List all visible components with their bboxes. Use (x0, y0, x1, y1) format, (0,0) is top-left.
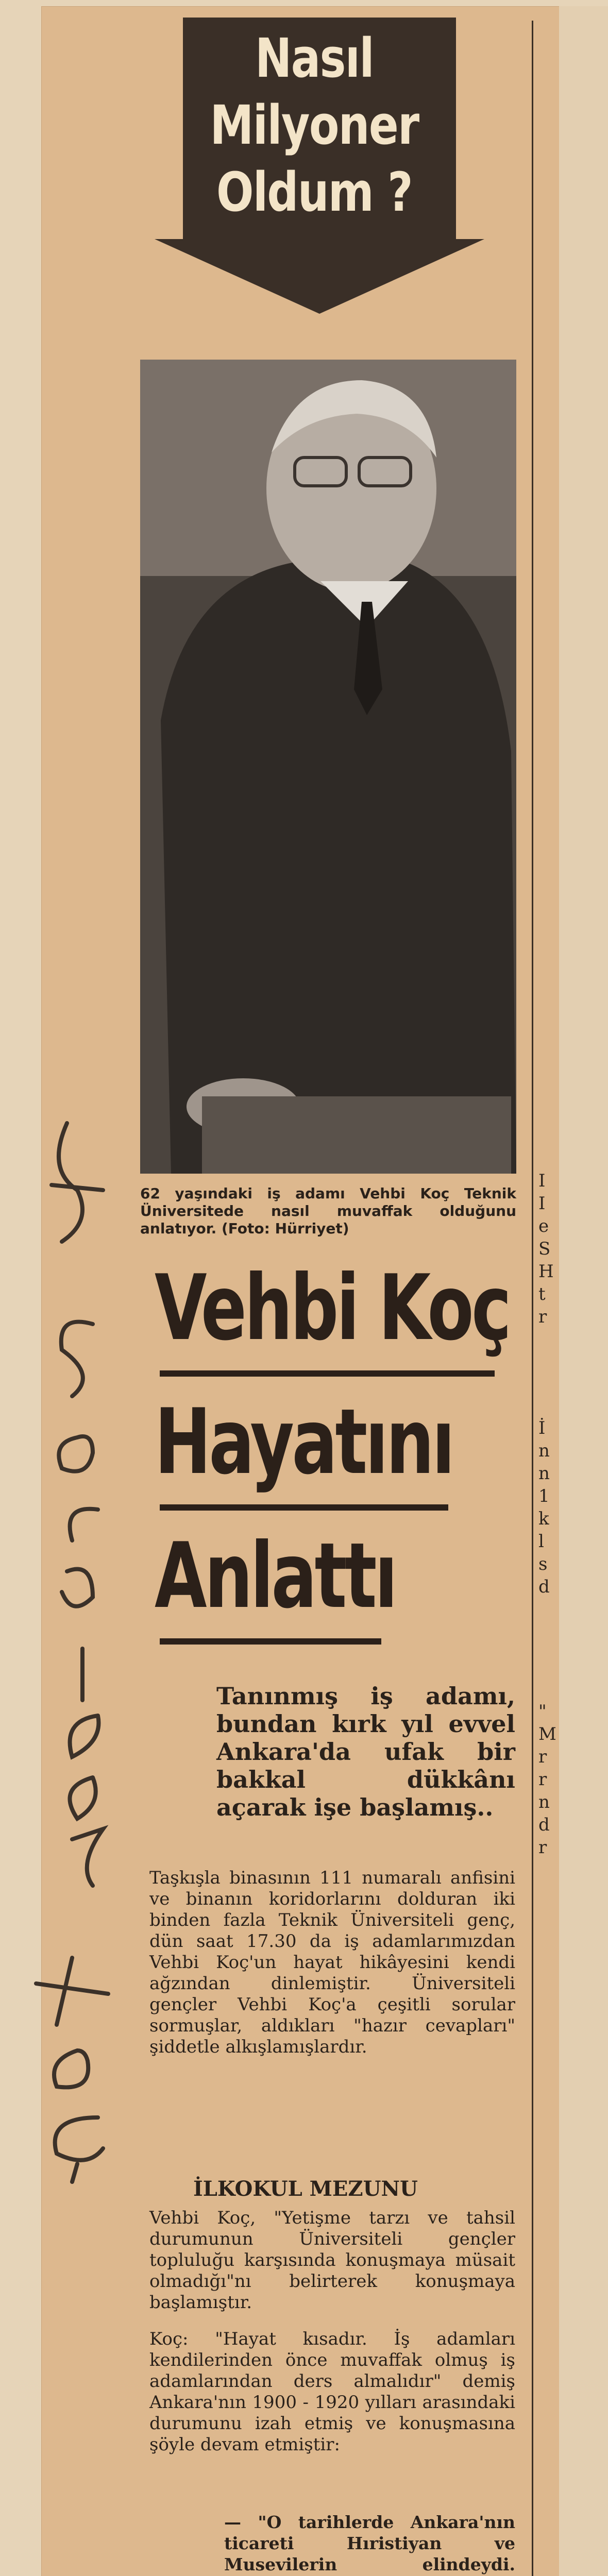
body-paragraph: Taşkışla binasının 111 numaralı anfisini ve binanın koridorlarını dolduran iki binden fazla Teknik Üniversiteli genç, dün saat 17.30 da iş adamlarımızdan Vehbi Koç'un hayat hikâyesini kendi ağzından dinlemiştir. Üniversiteli gençler Vehbi Koç'a çeşitli sorular sormuşlar, aldıkları "hazır cevapları" şiddetle alkışlamışlardır. (149, 1868, 515, 2057)
lead-paragraph: Tanınmış iş adamı, bundan kırk yıl evvel Ankara'da ufak bir bakkal dükkânı açarak işe başlamış.. (216, 1682, 515, 1821)
headline-line: Hayatını (155, 1390, 453, 1495)
headline-rule (160, 1504, 448, 1511)
headline-rule (160, 1370, 495, 1377)
adjacent-column-fragment: İ n n 1 k l s d (538, 1418, 550, 1597)
banner-title: Nasıl Milyoner Oldum ? (210, 27, 419, 224)
body-paragraph: Vehbi Koç, "Yetişme tarzı ve tahsil durumunun Üniversiteli gençler topluluğu karşısında konuşmaya müsait olmadığı"nı belirterek konuşmaya başlamıştır. (149, 2208, 515, 2313)
background-paper-edge (559, 6, 608, 2576)
body-paragraph: Koç: "Hayat kısadır. İş adamları kendilerinden önce muvaffak olmuş iş adamlarından ders almalıdır" demiş Ankara'nın 1900 - 1920 yılları arasındaki durumunu izah etmiş ve konuşmasına şöyle devam etmiştir: (149, 2329, 515, 2455)
handwritten-annotation (15, 1108, 119, 2190)
adjacent-column-fragment: I I e S H t r (538, 1171, 554, 1327)
headline-rule (160, 1638, 381, 1645)
section-subhead: İLKOKUL MEZUNU (193, 2177, 418, 2201)
headline-line: Vehbi Koç (155, 1256, 510, 1361)
portrait-photo (140, 360, 516, 1174)
column-rule (532, 21, 533, 2576)
quote-paragraph: — "O tarihlerde Ankara'nın ticareti Hıristiyan ve Musevilerin elindeydi. (224, 2512, 515, 2574)
headline-line: Anlattı (155, 1524, 396, 1629)
adjacent-column-fragment: " M r r n d r (538, 1701, 556, 1858)
photo-caption: 62 yaşındaki iş adamı Vehbi Koç Teknik Üniversitede nasıl muvaffak olduğunu anlatıyor. (Foto: Hürriyet) (140, 1185, 516, 1237)
